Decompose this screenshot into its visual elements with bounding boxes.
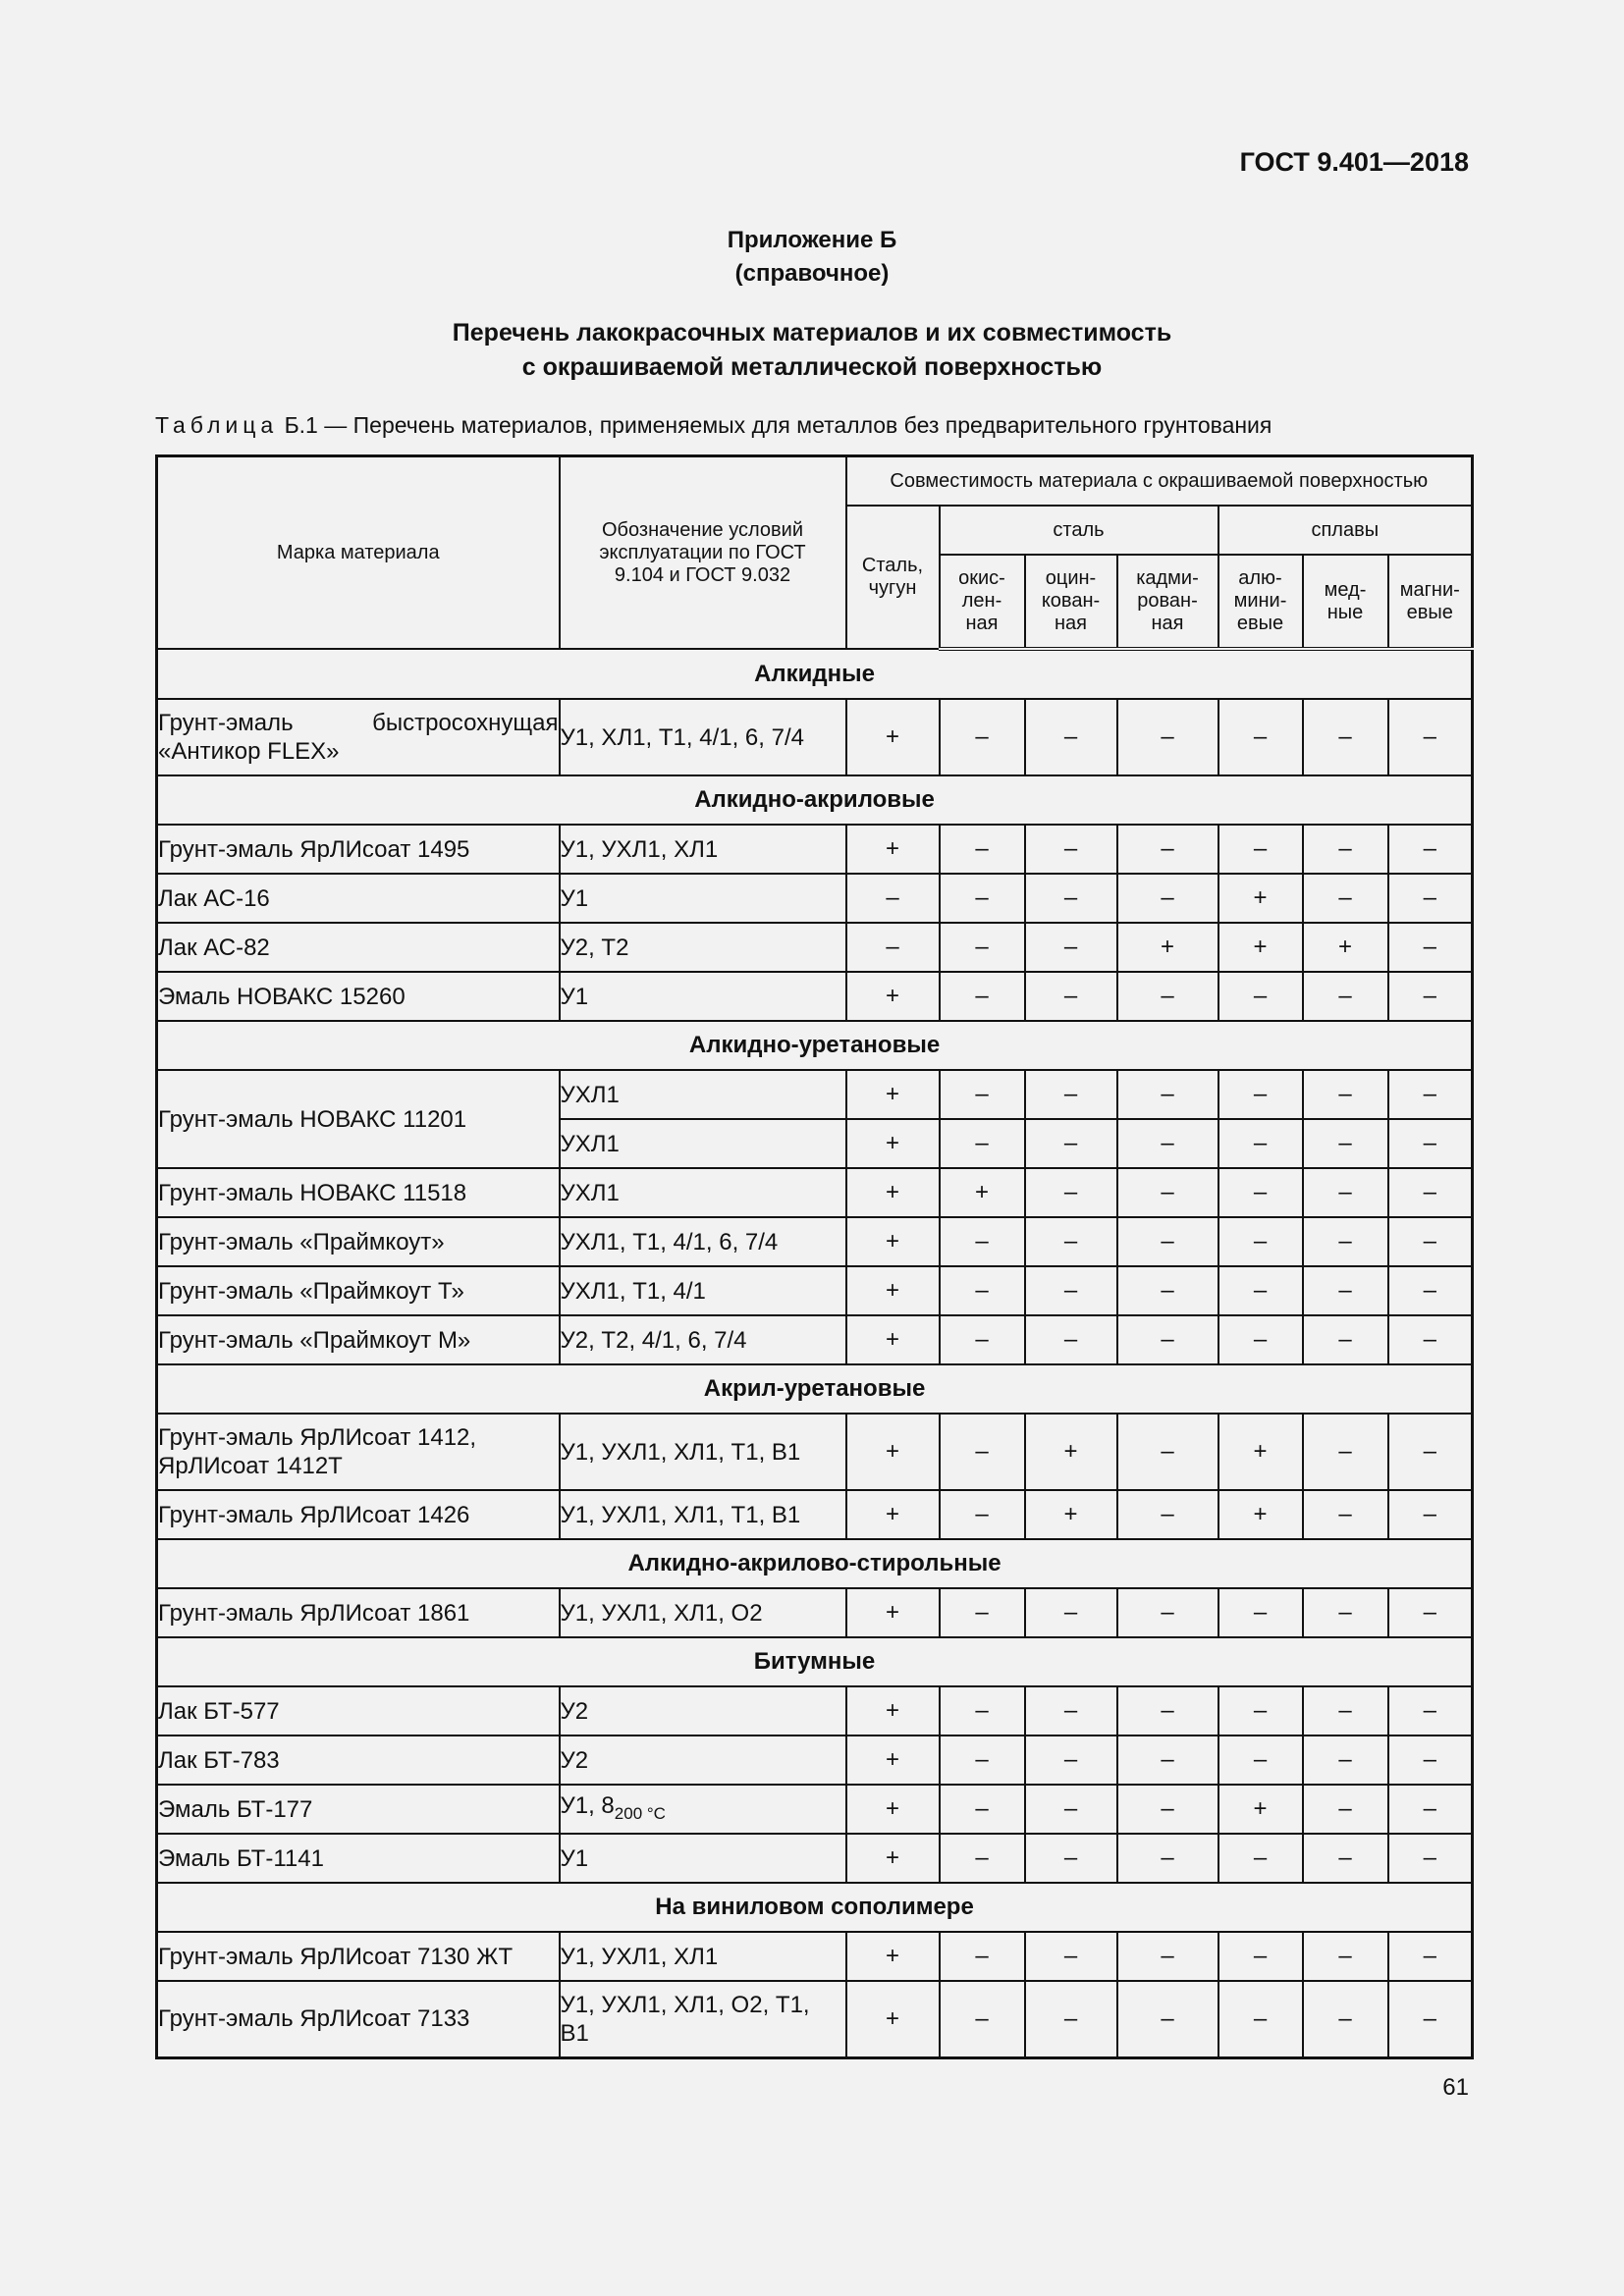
mark-cell: – — [1025, 1981, 1117, 2057]
mark-cell: – — [1388, 1414, 1473, 1490]
conditions-cell: У1 — [560, 972, 846, 1021]
mark-cell: – — [940, 1785, 1025, 1834]
conditions-cell: У1, УХЛ1, ХЛ1, О2, Т1, В1 — [560, 1981, 846, 2057]
material-name: Грунт-эмаль НОВАКС 11201 — [157, 1070, 560, 1168]
mark-cell: – — [940, 1735, 1025, 1785]
mark-cell: + — [846, 1168, 940, 1217]
mark-cell: – — [1218, 699, 1303, 775]
mark-cell: – — [1388, 874, 1473, 923]
table-row — [157, 1414, 1473, 1490]
table-row — [157, 1735, 1473, 1785]
mark-cell: + — [1025, 1414, 1117, 1490]
mark-cell: + — [1025, 1490, 1117, 1539]
mark-cell: – — [1388, 1070, 1473, 1119]
mark-cell: – — [1025, 1785, 1117, 1834]
group-row: На виниловом сополимере — [157, 1883, 1473, 1932]
material-name: Грунт-эмаль ЯрЛИсоат 7133 — [157, 1981, 560, 2057]
conditions-cell: УХЛ1 — [560, 1168, 846, 1217]
mark-cell: – — [1388, 1119, 1473, 1168]
material-name: Грунт-эмаль «Праймкоут Т» — [157, 1266, 560, 1315]
appendix-subtitle: (справочное) — [734, 260, 890, 287]
table-row — [157, 1315, 1473, 1364]
mark-cell: – — [940, 1490, 1025, 1539]
mark-cell: – — [1025, 1119, 1117, 1168]
mark-cell: + — [846, 1981, 940, 2057]
section-heading-line1: Перечень лакокрасочных материалов и их совместимость — [452, 319, 1172, 347]
group-row: Акрил-уретановые — [157, 1364, 1473, 1414]
conditions-text: У1, 8 — [560, 1791, 615, 1819]
mark-cell: + — [846, 1735, 940, 1785]
mark-cell: – — [1218, 1834, 1303, 1883]
mark-cell: – — [1025, 1070, 1117, 1119]
table-row — [157, 1588, 1473, 1637]
conditions-cell: У1, УХЛ1, ХЛ1, Т1, В1 — [560, 1490, 846, 1539]
table-row — [157, 1686, 1473, 1735]
mark-cell: – — [1025, 1168, 1117, 1217]
mark-cell: – — [1218, 1266, 1303, 1315]
group-row: Алкидно-акриловые — [157, 775, 1473, 825]
mark-cell: – — [1117, 825, 1218, 874]
mark-cell: – — [1117, 1315, 1218, 1364]
table-row — [157, 923, 1473, 972]
conditions-subscript: 200 °С — [614, 1803, 666, 1823]
group-row: Алкидные — [157, 649, 1473, 699]
header-oxidized: окис-лен-ная — [940, 555, 1025, 649]
mark-cell: – — [1025, 1588, 1117, 1637]
table-row — [157, 825, 1473, 874]
conditions-cell: У1, ХЛ1, Т1, 4/1, 6, 7/4 — [560, 699, 846, 775]
mark-cell: – — [1388, 1785, 1473, 1834]
mark-cell: – — [1303, 1834, 1388, 1883]
mark-cell: – — [1117, 699, 1218, 775]
mark-cell: – — [940, 1981, 1025, 2057]
mark-cell: – — [1117, 1981, 1218, 2057]
mark-cell: – — [940, 699, 1025, 775]
mark-cell: – — [940, 874, 1025, 923]
table-row — [157, 1217, 1473, 1266]
table-row — [157, 699, 1473, 775]
mark-cell: + — [846, 1070, 940, 1119]
mark-cell: + — [1218, 1414, 1303, 1490]
group-row: Алкидно-акрилово-стирольные — [157, 1539, 1473, 1588]
materials-table — [155, 454, 1474, 2059]
table-row — [157, 1490, 1473, 1539]
mark-cell: + — [940, 1168, 1025, 1217]
mark-cell: – — [1388, 1266, 1473, 1315]
mark-cell: + — [846, 1588, 940, 1637]
mark-cell: – — [1388, 1490, 1473, 1539]
mark-cell: + — [1218, 1785, 1303, 1834]
mark-cell: + — [846, 1686, 940, 1735]
table-row — [157, 1981, 1473, 2057]
conditions-cell: У1, УХЛ1, ХЛ1 — [560, 825, 846, 874]
mark-cell: – — [1303, 1490, 1388, 1539]
mark-cell: – — [1117, 1217, 1218, 1266]
mark-cell: – — [1218, 1168, 1303, 1217]
mark-cell: – — [1388, 1981, 1473, 2057]
mark-cell: + — [846, 1266, 940, 1315]
header-galvanized: оцин-кован-ная — [1025, 555, 1117, 649]
table-row — [157, 972, 1473, 1021]
mark-cell: – — [1218, 825, 1303, 874]
mark-cell: – — [1218, 1315, 1303, 1364]
mark-cell: – — [940, 1414, 1025, 1490]
material-name: Грунт-эмаль «Праймкоут» — [157, 1217, 560, 1266]
mark-cell: – — [1025, 1735, 1117, 1785]
mark-cell: – — [1303, 1266, 1388, 1315]
mark-cell: – — [1025, 1686, 1117, 1735]
conditions-cell: УХЛ1, Т1, 4/1, 6, 7/4 — [560, 1217, 846, 1266]
mark-cell: + — [846, 1119, 940, 1168]
mark-cell: – — [940, 1266, 1025, 1315]
group-row: Битумные — [157, 1637, 1473, 1686]
mark-cell: – — [1025, 1315, 1117, 1364]
mark-cell: – — [1388, 923, 1473, 972]
mark-cell: + — [1218, 1490, 1303, 1539]
material-name: Грунт-эмаль быстросохнущая «Антикор FLEX» — [157, 699, 560, 775]
mark-cell: – — [1388, 1315, 1473, 1364]
mark-cell: – — [940, 1119, 1025, 1168]
table-row — [157, 1785, 1473, 1834]
header-material: Марка материала — [157, 456, 560, 650]
mark-cell: – — [1388, 1588, 1473, 1637]
mark-cell: – — [1303, 1217, 1388, 1266]
mark-cell: – — [1218, 1070, 1303, 1119]
mark-cell: – — [1117, 1834, 1218, 1883]
mark-cell: – — [1117, 1490, 1218, 1539]
mark-cell: – — [1117, 1588, 1218, 1637]
mark-cell: – — [1218, 1119, 1303, 1168]
mark-cell: – — [940, 972, 1025, 1021]
material-name: Лак АС-16 — [157, 874, 560, 923]
mark-cell: – — [1303, 1070, 1388, 1119]
conditions-cell: У1, УХЛ1, ХЛ1, Т1, В1 — [560, 1414, 846, 1490]
mark-cell: – — [940, 1686, 1025, 1735]
mark-cell: – — [940, 1070, 1025, 1119]
table-caption — [155, 412, 1272, 439]
mark-cell: – — [1388, 1686, 1473, 1735]
conditions-cell: У1 — [560, 1834, 846, 1883]
mark-cell: + — [846, 1217, 940, 1266]
material-name: Грунт-эмаль ЯрЛИсоат 1426 — [157, 1490, 560, 1539]
mark-cell: – — [1218, 1217, 1303, 1266]
material-name: Грунт-эмаль «Праймкоут М» — [157, 1315, 560, 1364]
mark-cell: – — [1117, 1932, 1218, 1981]
mark-cell: – — [1117, 1266, 1218, 1315]
mark-cell: – — [1218, 1735, 1303, 1785]
conditions-cell: У1, УХЛ1, ХЛ1 — [560, 1932, 846, 1981]
mark-cell: – — [940, 1315, 1025, 1364]
conditions-cell: У1 — [560, 874, 846, 923]
mark-cell: – — [940, 1834, 1025, 1883]
mark-cell: – — [1218, 972, 1303, 1021]
header-copper: мед-ные — [1303, 555, 1388, 649]
mark-cell: – — [1388, 1168, 1473, 1217]
table-row — [157, 1932, 1473, 1981]
mark-cell: + — [846, 699, 940, 775]
table-row — [157, 874, 1473, 923]
material-name: Эмаль БТ-177 — [157, 1785, 560, 1834]
mark-cell: + — [846, 1315, 940, 1364]
mark-cell: – — [846, 923, 940, 972]
mark-cell: – — [1303, 1932, 1388, 1981]
mark-cell: + — [846, 972, 940, 1021]
mark-cell: – — [1117, 972, 1218, 1021]
appendix-heading — [0, 224, 1624, 291]
mark-cell: – — [1303, 972, 1388, 1021]
header-steel: сталь — [940, 506, 1218, 555]
conditions-cell: У2 — [560, 1686, 846, 1735]
material-name: Грунт-эмаль НОВАКС 11518 — [157, 1168, 560, 1217]
mark-cell: – — [1025, 1217, 1117, 1266]
section-heading-line2: с окрашиваемой металлической поверхностью — [521, 353, 1103, 381]
mark-cell: – — [1117, 1785, 1218, 1834]
mark-cell: – — [1218, 1981, 1303, 2057]
mark-cell: – — [1303, 1588, 1388, 1637]
mark-cell: – — [940, 1588, 1025, 1637]
mark-cell: – — [940, 825, 1025, 874]
mark-cell: – — [1025, 972, 1117, 1021]
mark-cell: – — [1388, 1834, 1473, 1883]
header-cadmium: кадми-рован-ная — [1117, 555, 1218, 649]
mark-cell: – — [1117, 1414, 1218, 1490]
mark-cell: – — [1303, 1119, 1388, 1168]
material-name: Лак БТ-783 — [157, 1735, 560, 1785]
conditions-cell: У2, Т2, 4/1, 6, 7/4 — [560, 1315, 846, 1364]
mark-cell: – — [1117, 1686, 1218, 1735]
mark-cell: – — [1303, 825, 1388, 874]
conditions-cell: УХЛ1, Т1, 4/1 — [560, 1266, 846, 1315]
header-alloys: сплавы — [1218, 506, 1473, 555]
mark-cell: – — [1388, 972, 1473, 1021]
mark-cell: – — [1388, 699, 1473, 775]
material-name: Эмаль НОВАКС 15260 — [157, 972, 560, 1021]
mark-cell: – — [1303, 874, 1388, 923]
mark-cell: – — [1117, 1735, 1218, 1785]
mark-cell: – — [1218, 1932, 1303, 1981]
mark-cell: – — [1025, 923, 1117, 972]
mark-cell: – — [1218, 1686, 1303, 1735]
mark-cell: + — [846, 1490, 940, 1539]
conditions-cell: УХЛ1 — [560, 1119, 846, 1168]
header-compatibility: Совместимость материала с окрашиваемой поверхностью — [846, 456, 1473, 507]
mark-cell: – — [940, 1932, 1025, 1981]
mark-cell: – — [1388, 825, 1473, 874]
mark-cell: – — [1025, 825, 1117, 874]
section-heading — [0, 316, 1624, 385]
mark-cell: + — [1303, 923, 1388, 972]
mark-cell: – — [1025, 1932, 1117, 1981]
mark-cell: – — [1117, 1168, 1218, 1217]
mark-cell: – — [1025, 874, 1117, 923]
mark-cell: – — [1218, 1588, 1303, 1637]
mark-cell: – — [1303, 1168, 1388, 1217]
table-row — [157, 1168, 1473, 1217]
conditions-cell: УХЛ1 — [560, 1070, 846, 1119]
mark-cell: – — [1117, 1070, 1218, 1119]
mark-cell: – — [1388, 1932, 1473, 1981]
mark-cell: – — [1303, 1981, 1388, 2057]
mark-cell: – — [1025, 699, 1117, 775]
conditions-cell: У2 — [560, 1735, 846, 1785]
mark-cell: – — [1303, 1414, 1388, 1490]
mark-cell: – — [1388, 1735, 1473, 1785]
material-name: Эмаль БТ-1141 — [157, 1834, 560, 1883]
table-caption-text: — Перечень материалов, применяемых для металлов без предварительного грунтования — [324, 412, 1272, 438]
mark-cell: + — [846, 1932, 940, 1981]
mark-cell: + — [846, 1834, 940, 1883]
conditions-cell — [560, 1785, 846, 1834]
mark-cell: – — [1303, 1735, 1388, 1785]
table-caption-number: Б.1 — [284, 412, 318, 438]
mark-cell: – — [1303, 1315, 1388, 1364]
table-caption-label: Таблица — [155, 412, 279, 438]
material-name: Грунт-эмаль ЯрЛИсоат 1412, ЯрЛИсоат 1412Т — [157, 1414, 560, 1490]
material-name: Лак БТ-577 — [157, 1686, 560, 1735]
header-magnesium: магни-евые — [1388, 555, 1473, 649]
standard-code: ГОСТ 9.401—2018 — [1239, 147, 1469, 177]
conditions-cell: У2, Т2 — [560, 923, 846, 972]
material-name: Лак АС-82 — [157, 923, 560, 972]
table-row — [157, 1266, 1473, 1315]
material-name: Грунт-эмаль ЯрЛИсоат 7130 ЖТ — [157, 1932, 560, 1981]
material-name: Грунт-эмаль ЯрЛИсоат 1861 — [157, 1588, 560, 1637]
mark-cell: + — [1218, 874, 1303, 923]
mark-cell: – — [1117, 874, 1218, 923]
mark-cell: – — [1303, 1785, 1388, 1834]
header-conditions: Обозначение условий эксплуатации по ГОСТ 9.104 и ГОСТ 9.032 — [560, 456, 846, 650]
table-row — [157, 1834, 1473, 1883]
mark-cell: – — [1303, 1686, 1388, 1735]
mark-cell: – — [940, 923, 1025, 972]
mark-cell: – — [1303, 699, 1388, 775]
page-number: 61 — [1442, 2074, 1469, 2101]
mark-cell: + — [1218, 923, 1303, 972]
conditions-cell: У1, УХЛ1, ХЛ1, О2 — [560, 1588, 846, 1637]
mark-cell: + — [1117, 923, 1218, 972]
mark-cell: + — [846, 1414, 940, 1490]
mark-cell: – — [1388, 1217, 1473, 1266]
header-steel-cast-iron: Сталь, чугун — [846, 506, 940, 649]
mark-cell: – — [940, 1217, 1025, 1266]
group-row: Алкидно-уретановые — [157, 1021, 1473, 1070]
mark-cell: – — [1025, 1834, 1117, 1883]
mark-cell: + — [846, 1785, 940, 1834]
mark-cell: – — [1025, 1266, 1117, 1315]
mark-cell: + — [846, 825, 940, 874]
appendix-title: Приложение Б — [727, 227, 897, 253]
mark-cell: – — [846, 874, 940, 923]
mark-cell: – — [1117, 1119, 1218, 1168]
table-row — [157, 1070, 1473, 1119]
material-name: Грунт-эмаль ЯрЛИсоат 1495 — [157, 825, 560, 874]
header-aluminum: алю-мини-евые — [1218, 555, 1303, 649]
